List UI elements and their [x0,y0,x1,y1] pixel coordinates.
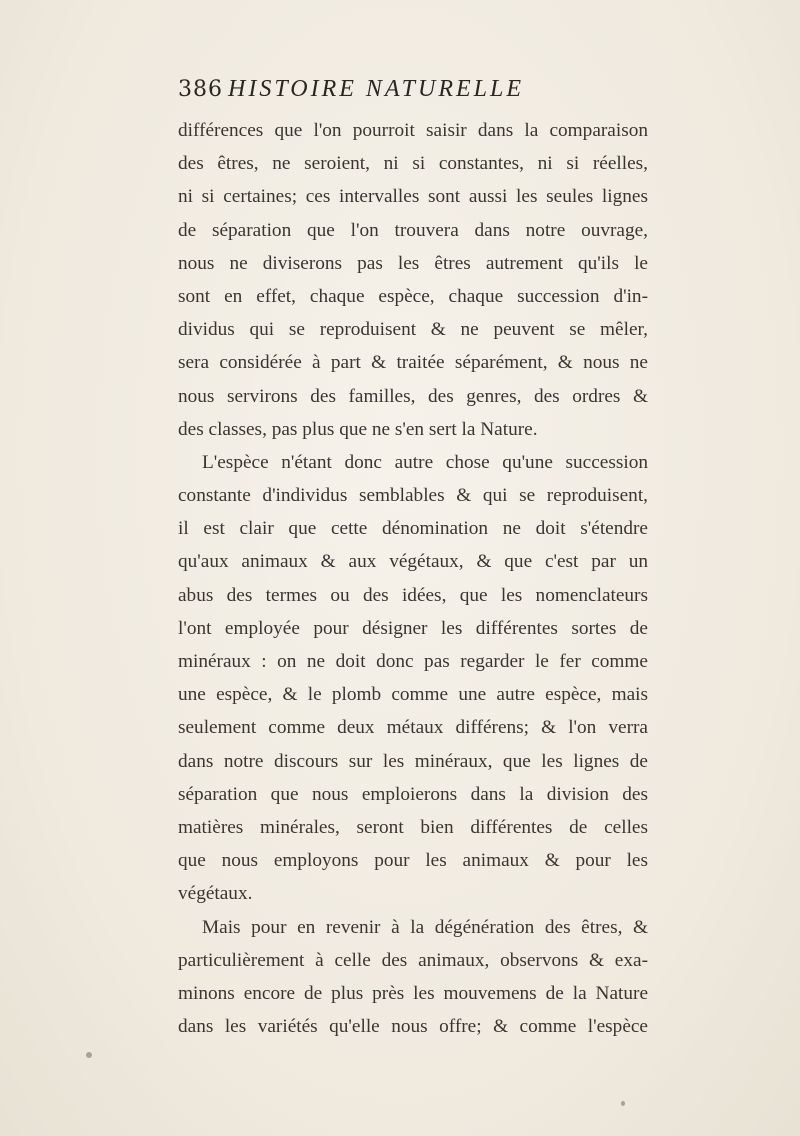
text-line: dans les variétés qu'elle nous offre; & comme l'espèce [178,1016,648,1038]
page-number: 386 [178,77,223,102]
text-line: des êtres, ne seroient, ni si constantes, ni si réelles, [178,153,648,175]
text-line: L'espèce n'étant donc autre chose qu'une succession [202,451,648,473]
text-line: il est clair que cette dénomination ne doit s'étendre [178,518,648,540]
text-line: minons encore de plus près les mouvemens de la Nature [178,982,648,1004]
text-line: nous ne diviserons pas les êtres autrement qu'ils le [178,252,648,274]
text-line: Mais pour en revenir à la dégénération des êtres, & [202,916,648,938]
text-line: dans notre discours sur les minéraux, que les lignes de [178,750,648,772]
text-line: minéraux : on ne doit donc pas regarder le fer comme [178,651,648,672]
text-line: nous servirons des familles, des genres, des ordres & [178,385,648,407]
text-line: dividus qui se reproduisent & ne peuvent se mêler, [178,319,648,341]
running-title: HISTOIRE NATURELLE [228,76,525,102]
text-line: sont en effet, chaque espèce, chaque succession d'in- [178,285,648,307]
page-header [178,76,638,110]
text-line: particulièrement à celle des animaux, observons & exa- [178,949,648,971]
text-line: abus des termes ou des idées, que les nomenclateurs [178,584,648,606]
text-line: seulement comme deux métaux différens; & l'on verra [178,717,648,739]
text-line: séparation que nous emploierons dans la division des [178,783,648,805]
text-line: sera considérée à part & traitée séparément, & nous ne [178,352,648,374]
paper-spot [621,1101,625,1106]
text-line: une espèce, & le plomb comme une autre espèce, mais [178,684,648,706]
text-line: matières minérales, seront bien différentes de celles [178,816,648,838]
text-line: que nous employons pour les animaux & pour les [178,850,648,872]
text-line: des classes, pas plus que ne s'en sert la Nature. [178,418,538,440]
paper-spot [86,1052,92,1058]
text-line: ni si certaines; ces intervalles sont aussi les seules lignes [178,186,648,208]
text-line: différences que l'on pourroit saisir dans la comparaison [178,120,648,141]
text-line: qu'aux animaux & aux végétaux, & que c'est par un [178,551,648,573]
text-line: végétaux. [178,883,253,905]
text-line: constante d'individus semblables & qui se reproduisent, [178,485,648,507]
body-text [178,114,648,1043]
text-line: l'ont employée pour désigner les différentes sortes de [178,617,648,639]
text-line: de séparation que l'on trouvera dans notre ouvrage, [178,219,648,241]
